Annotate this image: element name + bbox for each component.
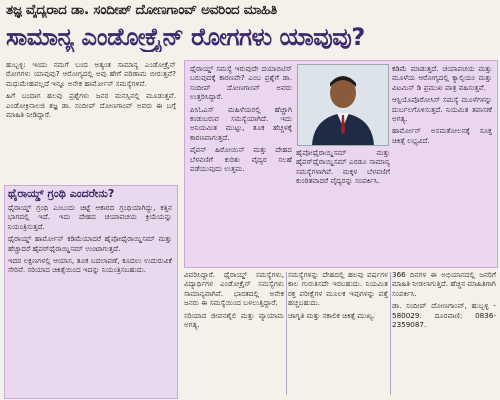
box-paragraph: ಥೈರಾಯ್ಡ್ ಗ್ರಂಥಿ ಎಂಬುದು ಚಿಟ್ಟೆ ಆಕಾರದ ಗ್ರಂಥಿಯಾಗಿದ್ದು, ಕತ್ತಿನ ಭಾಗದಲ್ಲಿ ಇದೆ. ಇದು ದೇಹದ ಚಯಾಪಚಯ ಕ್ರಿಯೆಯನ್ನು ನಿಯಂತ್ರಿಸುತ್ತದೆ. (8, 203, 172, 231)
body-paragraph: ಸರಿಯಾದ ಜೀವನಶೈಲಿ ಮತ್ತು ವ್ಯಾಯಾಮ ಅಗತ್ಯ. (184, 310, 284, 330)
feature-paragraph: ಪಿಸಿಓಎಸ್ ಮಹಿಳೆಯರಲ್ಲಿ ಹೆಚ್ಚಾಗಿ ಕಂಡುಬರುವ ಸಮಸ್ಯೆಯಾಗಿದೆ. ಇದು ಅನಿಯಮಿತ ಮುಟ್ಟು, ತೂಕ ಹೆಚ್ಚಳಕ್ಕೆ ಕಾರಣವಾಗುತ್ತದೆ. (190, 104, 292, 142)
body-column-2 (288, 270, 388, 397)
column-divider (286, 272, 287, 395)
feature-paragraph: ಆಸ್ಟಿಯೊಪೊರೋಸಿಸ್ ಸಮಸ್ಯೆ ಮೂಳೆಗಳನ್ನು ದುರ್ಬಲಗೊಳಿಸುತ್ತದೆ. ನಿಯಮಿತ ತಪಾಸಣೆ ಅಗತ್ಯ. (392, 95, 492, 124)
article-headline: ಸಾಮಾನ್ಯ ಎಂಡೋಕ್ರೈನ್ ರೋಗಗಳು ಯಾವುವು? (6, 23, 365, 51)
body-paragraph: ವಿವರಿಸಿದ್ದಾರೆ. ಥೈರಾಯ್ಡ್ ಸಮಸ್ಯೆಗಳು, ವಿದ್ಯಾರ್ಥಿಗಳ ಎಂಡೋಕ್ರೈನ್ ಸಮಸ್ಯೆಗಳು ಸಾಮಾನ್ಯವಾಗಿವೆ. ಭಾರತದಲ್ಲಿ ಅನೇಕ ಜನರು ಈ ಸಮಸ್ಯೆಯಿಂದ ಬಳಲುತ್ತಿದ್ದಾರೆ. (184, 270, 284, 308)
feature-paragraph: ಕಡಿಮೆ ಮಾಡುತ್ತದೆ. ಚಯಾಪಚಯ ಮತ್ತು ಮೂಳೆಯ ಆರೋಗ್ಯದಲ್ಲಿ ಕ್ಯಾಲ್ಸಿಯಂ ಮತ್ತು ವಿಟಮಿನ್ ಡಿ ಪ್ರಮುಖ ಪಾತ್ರ ವಹಿಸುತ್ತವೆ. (392, 64, 492, 92)
feature-paragraph: ಪೈವನ್ ಹಿರೋಯಿನ್ ಮತ್ತು ದೇಹದ ಬೆಳವಣಿಗೆ ಕುರಿತು ವೈದ್ಯರ ಸಲಹೆ ಪಡೆಯುವುದು ಉತ್ತಮ. (190, 145, 292, 174)
intro-paragraph: ಹಿಗೆ ಬಂದಾಗ ಹಲವು ಪ್ರಶ್ನೆಗಳು ಜನರ ಮನಸ್ಸಿನಲ್ಲಿ ಮೂಡುತ್ತವೆ. ಎಂಡೋಕ್ರಿನಾಲಜಿ ತಜ್ಞ ಡಾ. ಸಂದೀಪ್ ದೋಣಗಾಂವ್ ಅವರು ಈ ಬಗ್ಗೆ ಮಾಹಿತಿ ನೀಡಿದ್ದಾರೆ. (6, 91, 176, 120)
feature-paragraph: ಹೈಪೋಥೈರಾಯ್ಡಿಸಮ್ ಮತ್ತು ಹೈಪರ್‌ಥೈರಾಯ್ಡಿಸಮ್ ಎರಡೂ ಸಾಮಾನ್ಯ ಸಮಸ್ಯೆಗಳಾಗಿವೆ. ಮಕ್ಕಳ ಬೆಳವಣಿಗೆ ಕುಂಠಿತವಾದರೆ ವೈದ್ಯರನ್ನು ಸಂಪರ್ಕಿಸಿ. (296, 148, 390, 186)
intro-column (6, 60, 176, 182)
article-kicker: ತಜ್ಞ ವೈದ್ಯರಾದ ಡಾ. ಸಂದೀಪ್ ದೋಣಗಾಂವ್ ಅವರಿಂದ ಮಾಹಿತಿ (6, 2, 277, 18)
feature-middle-column (296, 148, 390, 262)
intro-paragraph: ಹುಬ್ಬಳ್ಳಿ: ಇಂದು ನಮಗೆ ಬಂದ ಅತ್ಯಂತ ಸಾಮಾನ್ಯ ಎಂಡೋಕ್ರೈನ್ ರೋಗಗಳು ಯಾವುವು? ಆರೋಗ್ಯದಲ್ಲಿ ಅವು ಹೇಗೆ ಪರಿಣಾಮ ಬೀರುತ್ತವೆ? ಮಧುಮೇಹವಲ್ಲದೆ ಇನ್ನೂ ಅನೇಕ ಹಾರ್ಮೋನ್ ಸಮಸ್ಯೆಗಳಿವೆ. (6, 60, 176, 88)
box-paragraph: ಇದರ ಲಕ್ಷಣಗಳಲ್ಲಿ ಆಯಾಸ, ತೂಕ ಬದಲಾವಣೆ, ಕೂದಲು ಉದುರುವಿಕೆ ಸೇರಿವೆ. ಸರಿಯಾದ ಚಿಕಿತ್ಸೆಯಿಂದ ಇದನ್ನು ನಿಯಂತ್ರಿಸಬಹುದು. (8, 256, 172, 275)
feature-paragraph: ಥೈರಾಯ್ಡ್ ಸಮಸ್ಯೆ ಇರುವುದೇ ದಯಾಬಿಟಿಸ್ ಬರುವುದಕ್ಕೆ ಕಾರಣವೇ? ಎಂಬ ಪ್ರಶ್ನೆಗೆ ಡಾ. ಸಂದೀಪ್ ದೋಣಗಾಂವ್ ಅವರು ಉತ್ತರಿಸಿದ್ದಾರೆ. (190, 64, 292, 102)
body-paragraph: ಡಾ. ಸಂದೀಪ್ ದೋಣಗಾಂವ್, ಹುಬ್ಬಳ್ಳಿ - 580029. ದೂರವಾಣಿ: 0836-2359087. (392, 301, 496, 330)
doctor-portrait-icon (298, 65, 388, 145)
body-paragraph: ಸಮಸ್ಯೆಗಳನ್ನು ದೇಹದಲ್ಲಿ ಹಲವು ವರ್ಷಗಳ ಕಾಲ ಗುರುತಿಸದೇ ಇರಬಹುದು. ನಿಯಮಿತ ರಕ್ತ ಪರೀಕ್ಷೆಗಳ ಮೂಲಕ ಇವುಗಳನ್ನು ಪತ್ತೆ ಹಚ್ಚಬಹುದು. (288, 270, 388, 308)
body-column-3 (392, 270, 496, 397)
feature-paragraph: ಹಾರ್ಮೋನ್ ಅಸಮತೋಲನಕ್ಕೆ ಸೂಕ್ತ ಚಿಕಿತ್ಸೆ ಲಭ್ಯವಿದೆ. (392, 126, 492, 145)
column-divider (390, 272, 391, 395)
feature-left-column (190, 64, 292, 262)
body-paragraph: 366 ದಿನಗಳ ಈ ಅಭಿಯಾನದಲ್ಲಿ ಜನರಿಗೆ ಮಾಹಿತಿ ನೀಡಲಾಗುತ್ತಿದೆ. ಹೆಚ್ಚಿನ ಮಾಹಿತಿಗಾಗಿ ಸಂಪರ್ಕಿಸಿ. (392, 270, 496, 298)
doctor-photo (297, 64, 389, 146)
body-column-1 (184, 270, 284, 397)
feature-right-column (392, 64, 492, 262)
thyroid-box-body (8, 203, 172, 395)
body-paragraph: ಜಾಗೃತಿ ಮತ್ತು ಸಕಾಲಿಕ ಚಿಕಿತ್ಸೆ ಮುಖ್ಯ. (288, 310, 376, 320)
thyroid-box-title: ಥೈರಾಯ್ಡ್ ಗ್ರಂಥಿ ಎಂದರೇನು? (8, 187, 115, 200)
box-paragraph: ಥೈರಾಯ್ಡ್ ಹಾರ್ಮೋನ್ ಕಡಿಮೆಯಾದರೆ ಹೈಪೋಥೈರಾಯ್ಡಿಸಮ್ ಮತ್ತು ಹೆಚ್ಚಾದರೆ ಹೈಪರ್‌ಥೈರಾಯ್ಡಿಸಮ್ ಉಂಟಾಗುತ್ತದೆ. (8, 234, 172, 253)
